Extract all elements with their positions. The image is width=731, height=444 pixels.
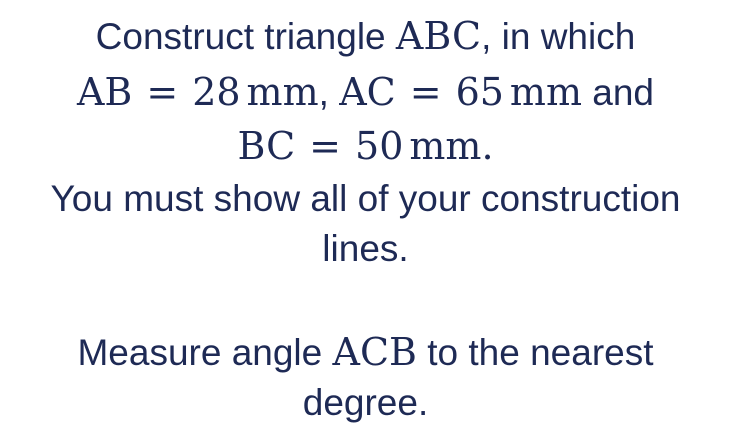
measure-instruction-line-2: degree. — [302, 382, 429, 423]
angle-label: ACB — [332, 330, 417, 374]
length-value-bc: 50 — [355, 124, 404, 168]
segment-label-ab: AB — [76, 70, 133, 114]
construction-instruction-line-2: lines. — [322, 228, 409, 269]
measurements-line-2 — [0, 124, 731, 169]
measurements-line-1 — [0, 70, 731, 115]
instruction-line-1 — [0, 14, 731, 59]
separator-text: , — [318, 72, 340, 113]
full-stop: . — [481, 124, 494, 168]
equals-sign: = — [309, 124, 342, 168]
unit-label: mm — [246, 70, 319, 114]
construction-instruction-line-1: You must show all of your construction — [50, 178, 681, 219]
segment-label-bc: BC — [237, 124, 296, 168]
equals-sign: = — [146, 70, 179, 114]
length-value-ab: 28 — [192, 70, 241, 114]
segment-label-ac: AC — [339, 70, 396, 114]
instruction-text: Construct triangle — [95, 16, 396, 57]
instruction-text: Measure angle — [77, 332, 333, 373]
equals-sign: = — [409, 70, 442, 114]
unit-label: mm — [409, 124, 482, 168]
triangle-label: ABC — [395, 14, 482, 58]
instruction-text: , in which — [481, 16, 636, 57]
measure-instruction-line-1 — [0, 330, 731, 375]
conjunction-text: and — [582, 72, 655, 113]
unit-label: mm — [509, 70, 582, 114]
length-value-ac: 65 — [455, 70, 504, 114]
instruction-text: to the nearest — [416, 332, 654, 373]
